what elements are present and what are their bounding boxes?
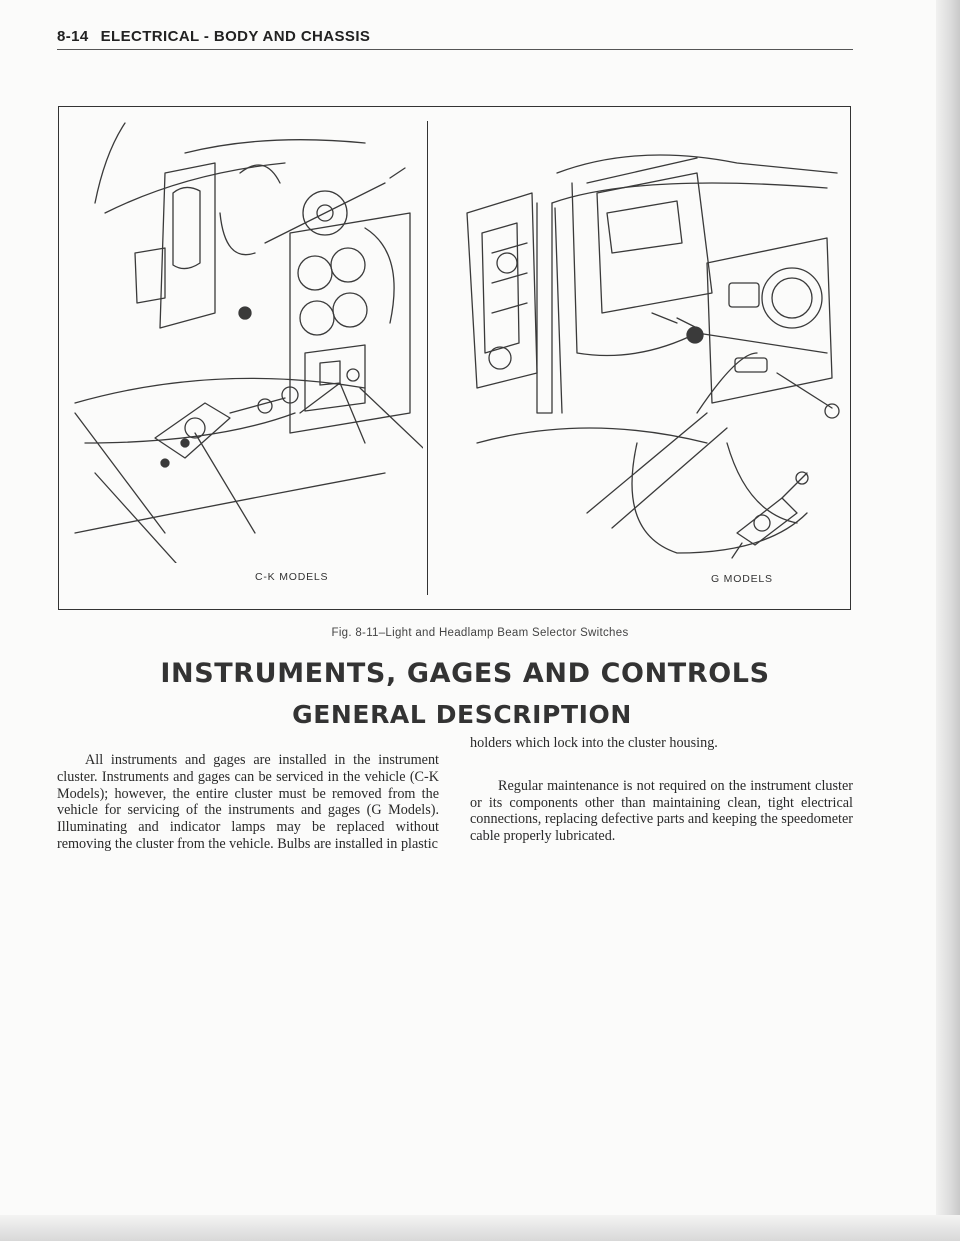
figure-light-switches bbox=[58, 106, 851, 610]
page-edge-shadow-bottom bbox=[0, 1215, 960, 1241]
paragraph-instruments: All instruments and gages are installed in the instrument cluster. Instruments and gages can be serviced in the vehicle (C-K Models); however, the entire cluster must be removed from the vehicle for servicing of the instruments and gages (G Models). Illuminating and indicator lamps may be replaced without removing the cluster from the vehicle. Bulbs are installed in plastic bbox=[57, 752, 439, 852]
body-column-right bbox=[470, 735, 853, 845]
header-rule bbox=[57, 49, 853, 50]
page-edge-shadow-right bbox=[936, 0, 960, 1241]
paragraph-maintenance: Regular maintenance is not required on the instrument cluster or its components other than maintaining clean, tight electrical connections, replacing defective parts and keeping the speedometer cable properly lubricated. bbox=[470, 777, 853, 845]
body-column-left bbox=[57, 752, 439, 853]
label-ck-models: C-K MODELS bbox=[255, 571, 329, 583]
paragraph-continuation: holders which lock into the cluster housing. bbox=[470, 735, 718, 751]
page-number: 8-14 bbox=[57, 28, 89, 45]
illustration-g-models bbox=[437, 113, 842, 568]
figure-divider bbox=[427, 121, 428, 595]
label-g-models: G MODELS bbox=[711, 573, 773, 585]
page-header bbox=[57, 28, 370, 45]
figure-caption: Fig. 8-11–Light and Headlamp Beam Selector Switches bbox=[331, 627, 629, 639]
main-heading: INSTRUMENTS, GAGES AND CONTROLS bbox=[160, 658, 770, 689]
sub-heading: GENERAL DESCRIPTION bbox=[292, 700, 632, 729]
section-title: ELECTRICAL - BODY AND CHASSIS bbox=[100, 28, 371, 45]
illustration-ck-models bbox=[65, 113, 423, 563]
